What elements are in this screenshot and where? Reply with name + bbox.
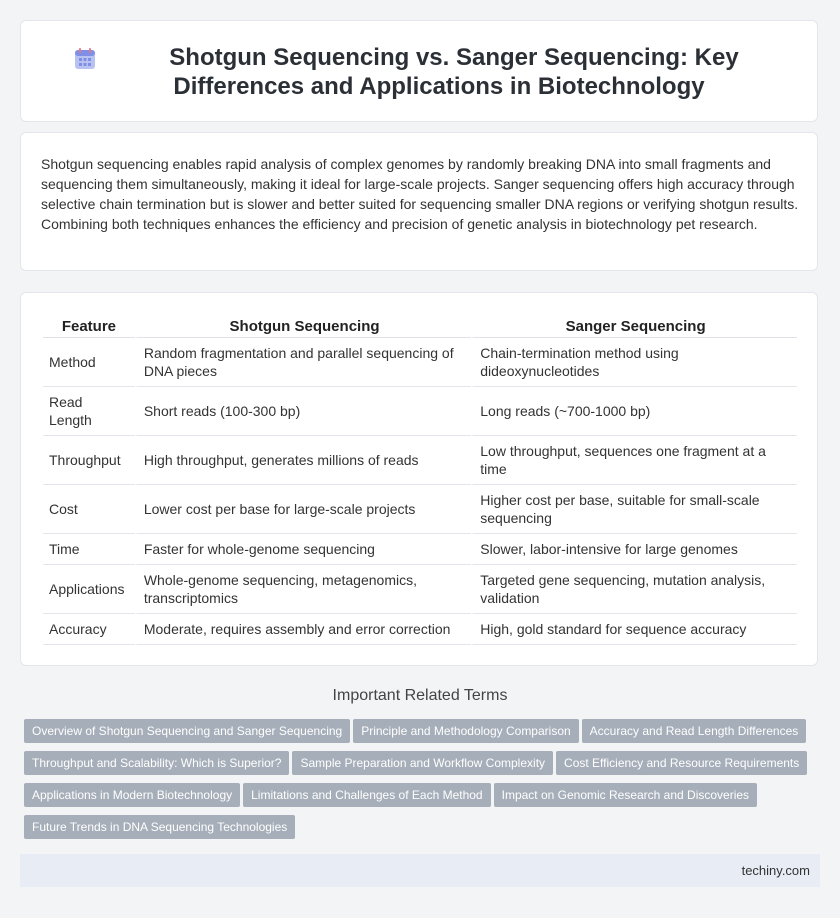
feature-cell: Cost xyxy=(43,485,135,534)
shotgun-cell: Short reads (100-300 bp) xyxy=(135,387,471,436)
comparison-card xyxy=(20,292,818,666)
related-term-tag[interactable]: Impact on Genomic Research and Discoveries xyxy=(494,783,757,807)
related-term-tag[interactable]: Cost Efficiency and Resource Requirements xyxy=(556,751,807,775)
feature-cell: Time xyxy=(43,534,135,565)
table-row xyxy=(43,387,797,436)
table-row xyxy=(43,534,797,565)
sanger-cell: Chain-termination method using dideoxynucleotides xyxy=(471,338,797,387)
footer-bar xyxy=(20,854,820,887)
feature-cell: Applications xyxy=(43,565,135,614)
sanger-cell: Higher cost per base, suitable for small-scale sequencing xyxy=(471,485,797,534)
header-shotgun: Shotgun Sequencing xyxy=(135,315,471,338)
related-term-tag[interactable]: Applications in Modern Biotechnology xyxy=(24,783,240,807)
feature-cell: Throughput xyxy=(43,436,135,485)
table-row xyxy=(43,485,797,534)
sanger-cell: Low throughput, sequences one fragment at a time xyxy=(471,436,797,485)
title-card xyxy=(20,20,818,122)
intro-card xyxy=(20,132,818,271)
feature-cell: Method xyxy=(43,338,135,387)
shotgun-cell: Moderate, requires assembly and error correction xyxy=(135,614,471,645)
footer-site-link[interactable]: techiny.com xyxy=(741,863,810,878)
intro-paragraph: Shotgun sequencing enables rapid analysis of complex genomes by randomly breaking DNA into small fragments and sequencing them simultaneously, making it ideal for large-scale projects. Sanger sequencing offers high accuracy through selective chain termination but is slower and better suited for sequencing smaller DNA regions or verifying shotgun results. Combining both techniques enhances the efficiency and precision of genetic analysis in biotechnology pet research. xyxy=(41,156,799,232)
related-term-tag[interactable]: Sample Preparation and Workflow Complexity xyxy=(292,751,553,775)
shotgun-cell: Random fragmentation and parallel sequencing of DNA pieces xyxy=(135,338,471,387)
related-term-tag[interactable]: Limitations and Challenges of Each Method xyxy=(243,783,490,807)
shotgun-cell: Faster for whole-genome sequencing xyxy=(135,534,471,565)
shotgun-cell: High throughput, generates millions of reads xyxy=(135,436,471,485)
header-sanger: Sanger Sequencing xyxy=(471,315,797,338)
table-row xyxy=(43,436,797,485)
page-title: Shotgun Sequencing vs. Sanger Sequencing: Key Differences and Applications in Biotechnology xyxy=(169,44,739,100)
table-row xyxy=(43,614,797,645)
table-row xyxy=(43,338,797,387)
related-term-tag[interactable]: Accuracy and Read Length Differences xyxy=(582,719,807,743)
sanger-cell: Slower, labor-intensive for large genomes xyxy=(471,534,797,565)
shotgun-cell: Whole-genome sequencing, metagenomics, transcriptomics xyxy=(135,565,471,614)
related-term-tag[interactable]: Overview of Shotgun Sequencing and Sanger Sequencing xyxy=(24,719,350,743)
related-terms-heading: Important Related Terms xyxy=(332,687,508,704)
header-feature: Feature xyxy=(43,315,135,338)
shotgun-cell: Lower cost per base for large-scale projects xyxy=(135,485,471,534)
related-term-tag[interactable]: Future Trends in DNA Sequencing Technologies xyxy=(24,815,295,839)
related-terms-list xyxy=(24,719,814,847)
comparison-table xyxy=(43,315,797,645)
table-row xyxy=(43,565,797,614)
feature-cell: Accuracy xyxy=(43,614,135,645)
table-header-row xyxy=(43,315,797,338)
related-term-tag[interactable]: Throughput and Scalability: Which is Superior? xyxy=(24,751,289,775)
feature-cell: Read Length xyxy=(43,387,135,436)
sanger-cell: High, gold standard for sequence accuracy xyxy=(471,614,797,645)
sanger-cell: Targeted gene sequencing, mutation analysis, validation xyxy=(471,565,797,614)
related-term-tag[interactable]: Principle and Methodology Comparison xyxy=(353,719,578,743)
sanger-cell: Long reads (~700-1000 bp) xyxy=(471,387,797,436)
